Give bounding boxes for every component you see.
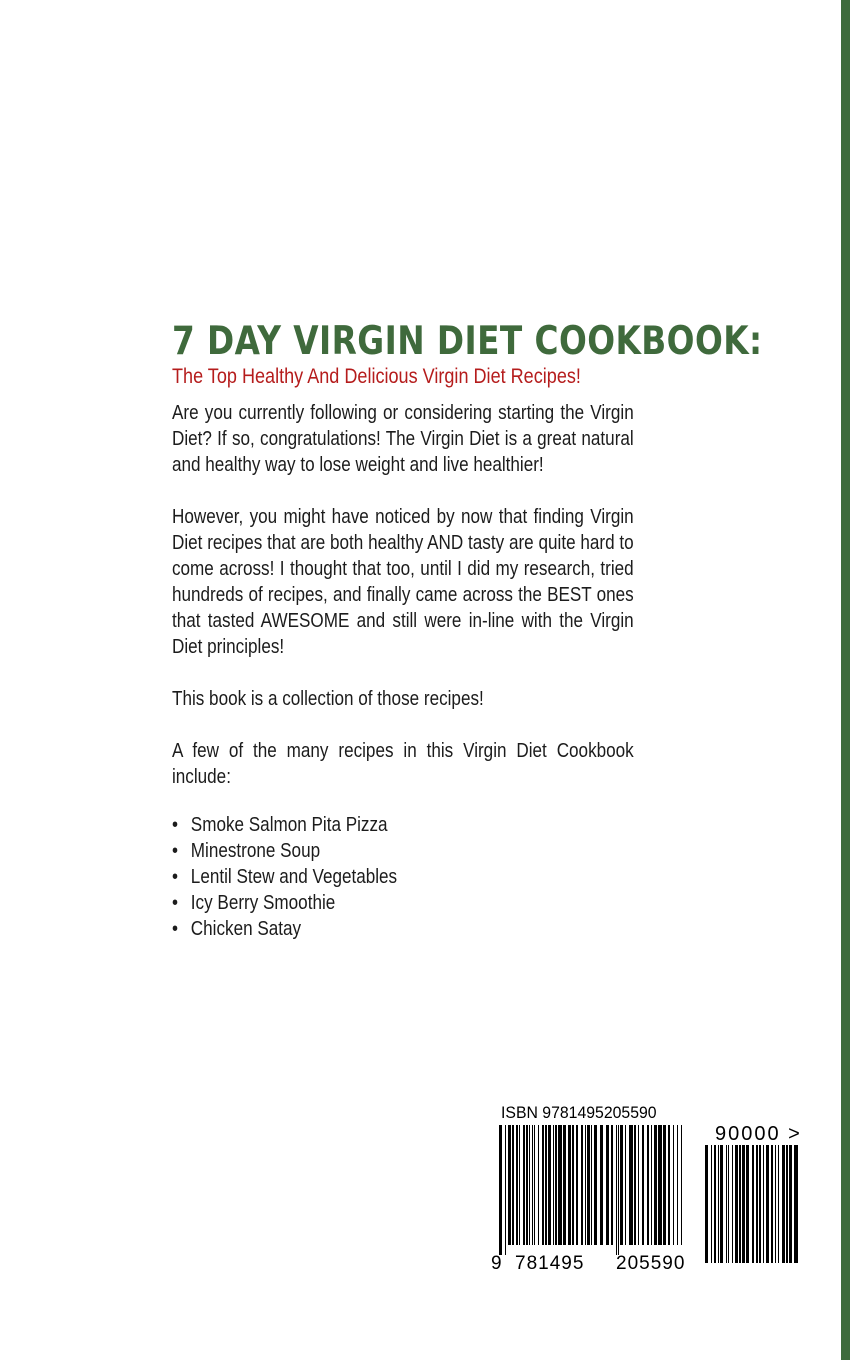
recipe-list xyxy=(172,812,634,942)
description-paragraph-3: This book is a collection of those recipes! xyxy=(172,688,484,710)
isbn-label: ISBN 9781495205590 xyxy=(501,1103,657,1122)
description-paragraph-1: Are you currently following or considering starting the Virgin Diet? If so, congratulations! The Virgin Diet is a great natural and healthy way to lose weight and live healthier! xyxy=(172,402,634,476)
isbn-barcode xyxy=(491,1095,821,1285)
bullet-icon: • xyxy=(172,892,178,914)
recipe-item: • Icy Berry Smoothie xyxy=(172,892,336,914)
recipe-item: • Smoke Salmon Pita Pizza xyxy=(172,814,388,836)
bullet-icon: • xyxy=(172,918,178,940)
recipe-item: • Minestrone Soup xyxy=(172,840,321,862)
recipe-item: • Chicken Satay xyxy=(172,918,302,940)
back-cover-text xyxy=(172,318,763,942)
barcode-bars-icon xyxy=(499,1125,689,1255)
description-paragraph-4: A few of the many recipes in this Virgin Diet Cookbook include: xyxy=(172,740,634,788)
bullet-icon: • xyxy=(172,814,178,836)
spine-edge xyxy=(841,0,850,1360)
book-subtitle: The Top Healthy And Delicious Virgin Diet Recipes! xyxy=(172,365,581,388)
recipe-item: • Lentil Stew and Vegetables xyxy=(172,866,398,888)
book-title: 7 DAY VIRGIN DIET COOKBOOK: xyxy=(172,319,763,364)
isbn-digits: 9 781495 205590 xyxy=(491,1253,686,1274)
addon-barcode-bars-icon xyxy=(705,1145,799,1273)
price-code: 90000 > xyxy=(715,1123,802,1145)
bullet-icon: • xyxy=(172,866,178,888)
description-paragraph-2: However, you might have noticed by now that finding Virgin Diet recipes that are both healthy AND tasty are quite hard to come across! I thought that too, until I did my research, tried hundreds of recipes, and finally came across the BEST ones that tasted AWESOME and still were in-line with the Virgin Diet principles! xyxy=(172,506,634,658)
bullet-icon: • xyxy=(172,840,178,862)
